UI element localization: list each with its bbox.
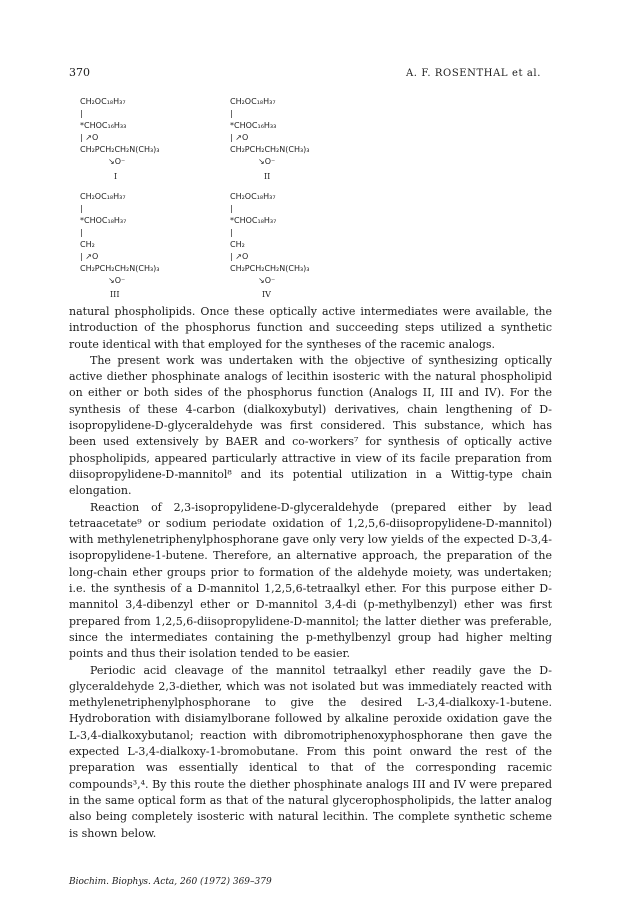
structure-line: *CHOC₁₆H₃₃ <box>230 121 277 130</box>
structure-line: *CHOC₁₈H₃₇ <box>230 216 277 225</box>
structure-line: | ↗O <box>230 133 249 142</box>
body-text <box>69 304 552 842</box>
journal-citation-footer: Biochim. Biophys. Acta, 260 (1972) 369–379 <box>69 877 272 887</box>
structure-line: ↘O⁻ <box>258 276 276 285</box>
structure-line: CH₂PCH₂CH₂N(CH₃)₃ <box>230 264 310 273</box>
structure-label-III: III <box>110 290 120 299</box>
paragraph: The present work was undertaken with the objective of synthesizing optically active diether phosphinate analogs of lecithin isosteric with the natural phospholipid on either or both sides of the phosphorus function (Analogs II, III and IV). For the synthesis of these 4-carbon (dialkoxybutyl) derivatives, chain lengthening of D-isopropylidene-D-glyceraldehyde was first considered. This substance, which has been used extensively by BAER and co-workers⁷ for synthesis of optically active phospholipids, appeared particularly attractive in view of its facile preparation from diisopropylidene-D-mannitol⁸ and its potential utilization in a Wittig-type chain elongation. <box>69 353 552 498</box>
structure-line: | ↗O <box>80 252 99 261</box>
structure-line: ↘O⁻ <box>108 157 126 166</box>
structure-line: ↘O⁻ <box>258 157 276 166</box>
structure-label-IV: IV <box>262 290 271 299</box>
structure-line: CH₂PCH₂CH₂N(CH₃)₃ <box>80 145 160 154</box>
structure-line: CH₂ <box>80 240 95 249</box>
structure-line: | <box>80 204 83 213</box>
page-number: 370 <box>69 66 90 79</box>
structure-line: CH₂OC₁₈H₃₇ <box>80 192 126 201</box>
structure-line: | <box>230 204 233 213</box>
structure-II <box>230 98 310 170</box>
structure-line: CH₂PCH₂CH₂N(CH₃)₃ <box>80 264 160 273</box>
structure-line: CH₂ <box>230 240 245 249</box>
structure-label-II: II <box>264 172 271 181</box>
structure-III <box>80 193 160 289</box>
structure-line: *CHOC₁₆H₃₃ <box>80 121 127 130</box>
paragraph: Reaction of 2,3-isopropylidene-D-glyceraldehyde (prepared either by lead tetraacetate⁹ or sodium periodate oxidation of 1,2,5,6-diisopropylidene-D-mannitol) with methylenetriphenylphosphorane gave only very low yields of the expected D-3,4-isopropylidene-1-butene. Therefore, an alternative approach, the preparation of the long-chain ether groups prior to formation of the aldehyde moiety, was undertaken; i.e. the synthesis of a D-mannitol 1,2,5,6-tetraalkyl ether. For this purpose either D-mannitol 3,4-dibenzyl ether or D-mannitol 3,4-di (p-methylbenzyl) ether was first prepared from 1,2,5,6-diisopropylidene-D-mannitol; the latter diether was preferable, since the intermediates containing the p-methylbenzyl group had higher melting points and thus their isolation tended to be easier. <box>69 500 552 661</box>
running-header-authors: A. F. ROSENTHAL et al. <box>405 68 541 79</box>
structure-line: | <box>80 228 83 237</box>
structure-line: CH₂OC₁₈H₃₇ <box>230 192 276 201</box>
structure-line: CH₂PCH₂CH₂N(CH₃)₃ <box>230 145 310 154</box>
structure-I <box>80 98 160 170</box>
structure-IV <box>230 193 310 289</box>
structure-line: ↘O⁻ <box>108 276 126 285</box>
structure-line: | <box>230 109 233 118</box>
structure-line: | ↗O <box>80 133 99 142</box>
paragraph: natural phospholipids. Once these optically active intermediates were available, the introduction of the phosphorus function and succeeding steps utilized a synthetic route identical with that employed for the syntheses of the racemic analogs. <box>69 305 552 351</box>
structure-line: | <box>230 228 233 237</box>
structure-line: CH₂OC₁₈H₃₇ <box>230 97 276 106</box>
structure-line: CH₂OC₁₈H₃₇ <box>80 97 126 106</box>
structure-line: | ↗O <box>230 252 249 261</box>
paragraph: Periodic acid cleavage of the mannitol tetraalkyl ether readily gave the D-glyceraldehyde 2,3-diether, which was not isolated but was immediately reacted with methylenetriphenylphosphorane to give the desired L-3,4-dialkoxy-1-butene. Hydroboration with disiamylborane followed by alkaline peroxide oxidation gave the L-3,4-dialkoxybutanol; reaction with dibromotriphenoxyphosphorane then gave the expected L-3,4-dialkoxy-1-bromobutane. From this point onward the rest of the preparation was essentially identical to that of the corresponding racemic compounds³,⁴. By this route the diether phosphinate analogs III and IV were prepared in the same optical form as that of the natural glycerophospholipids, the latter analog also being completely isosteric with natural lecithin. The complete synthetic scheme is shown below. <box>69 663 552 840</box>
structure-line: *CHOC₁₈H₃₇ <box>80 216 127 225</box>
structure-line: | <box>80 109 83 118</box>
structure-label-I: I <box>114 172 118 181</box>
